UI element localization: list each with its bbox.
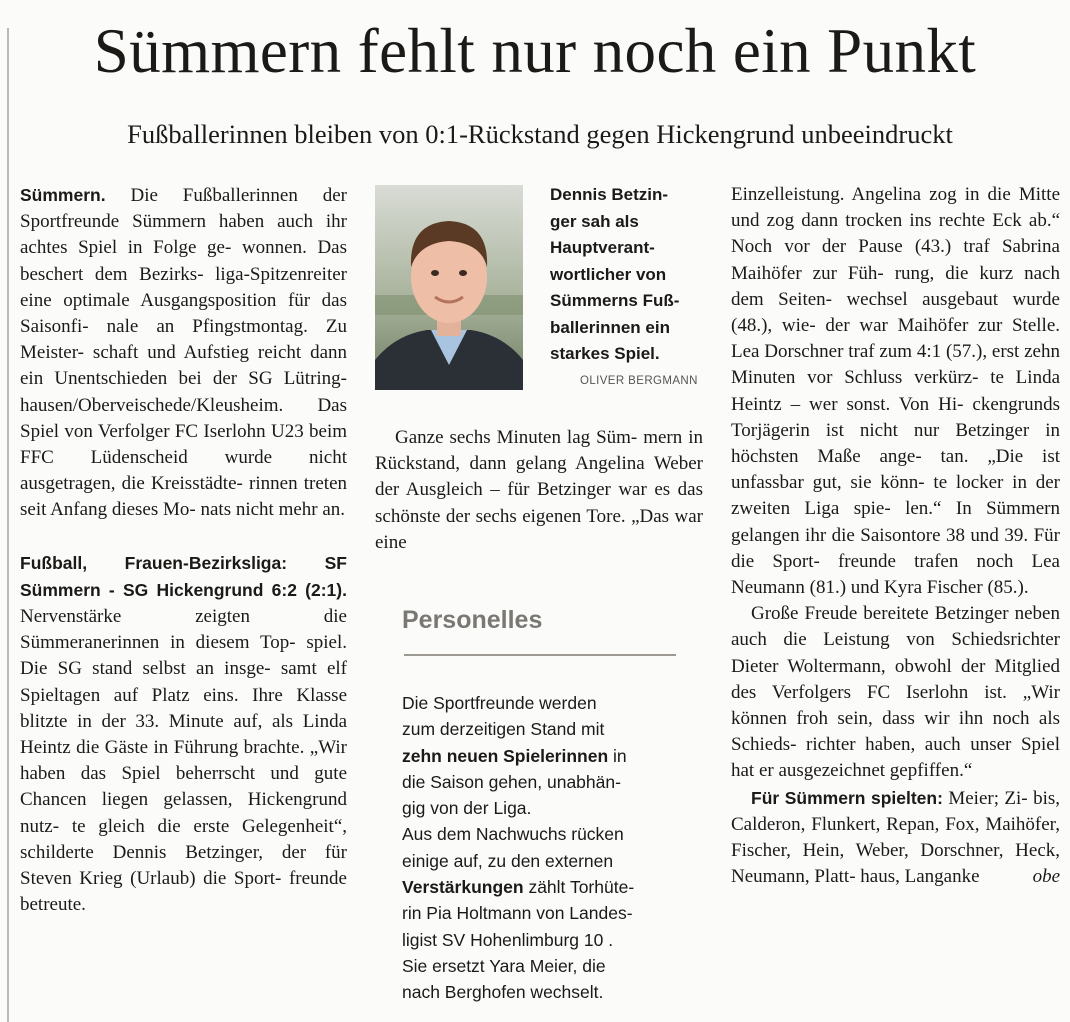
sidebar-box-content: Die Sportfreunde werden zum derzeitigen Stand mit zehn neuen Spielerinnen in die Saison gehen, unabhän- gig von der Liga. Aus dem Nachwuchs rücken einige auf, zu den externen Verstärkungen zählt Torhüte- rin Pia Holtmann von Landes- ligist SV Hohenlimburg 10 . Sie ersetzt Yara Meier, die nach Berghofen wechselt.: [402, 693, 635, 1003]
lineup-label: Für Sümmern spielten:: [751, 787, 943, 808]
author-initials: obe: [1032, 866, 1060, 888]
highlight-text: Verstärkungen: [402, 877, 524, 898]
referee-paragraph: Große Freude bereitete Betzinger neben auch die Leistung von Schiedsrichter Dieter Woltermann, obwohl der Mitglied des Verfolgers FC Iserlohn ist. „Wir können froh sein, dass wir ihn noch als Schieds- richter haben, auch unser Spiel hat er ausgezeichnet gepfiffen.“: [731, 603, 1061, 782]
dateline: Sümmern.: [20, 185, 106, 205]
portrait-photo: [375, 185, 523, 390]
photo-credit: OLIVER BERGMANN: [580, 375, 698, 387]
sidebar-box-title: Personelles: [402, 606, 543, 634]
intro-paragraph: Sümmern. Die Fußballerinnen der Sportfreunde Sümmern haben auch ihr achtes Spiel in Folge ge- wonnen. Das beschert dem Bezirks- liga-Spitzenreiter eine optimale Ausgangsposition für das Saisonfi- nale an Pfingstmontag. Zu Meister- schaft und Aufstieg reicht dann ein Unentschieden bei der SG Lütring- hausen/Oberveischede/Kleusheim. Das Spiel von Verfolger FC Iserlohn U23 beim FFC Lüdenscheid wurde nicht ausgetragen, die Kreisstädte- rinnen treten seit Anfang dieses Mo- nats nicht mehr an.: [20, 185, 348, 521]
headline: Sümmern fehlt nur noch ein Punkt: [93, 16, 977, 86]
article-column-1: [20, 182, 347, 918]
column-rule: [7, 28, 9, 1022]
article-column-2: [375, 425, 703, 556]
highlight-text: zehn neuen Spielerinnen: [402, 745, 609, 766]
photo-caption: Dennis Betzin- ger sah als Hauptverant- wortlicher von Sümmerns Fuß- ballerinnen ein starkes Spiel.: [550, 185, 680, 363]
portrait-illustration: [375, 185, 523, 390]
lineup-paragraph: Für Sümmern spielten: Meier; Zi- bis, Calderon, Flunkert, Repan, Fox, Maihöfer, Fischer, Hein, Weber, Dorschner, Heck, Neumann, Platt- haus, Langanke obe: [731, 785, 1060, 891]
continuation-paragraph: Einzelleistung. Angelina zog in die Mitte und zog dann trocken ins rechte Eck ab.“ Noch vor der Pause (43.) traf Sabrina Maihöfer zur Füh- rung, die kurz nach dem Seiten- wechsel ausgebaut wurde (48.), wie- der war Maihöfer zur Stelle. Lea Dorschner traf zum 4:1 (57.), erst zehn Minuten vor Schluss verkürz- te Linda Heintz – wer sonst. Von Hi- ckengrunds Torjägerin ist nicht nur Betzinger in höchsten Maße ange- tan. „Die ist unfassbar gut, sie könn- te locker in der zweiten Liga spie- len.“ In Sümmern gelangen ihr die Saisontore 38 und 39. Für die Sport- freunde trafen noch Lea Neumann (81.) und Kyra Fischer (85.).: [731, 184, 1061, 599]
match-result-heading: Fußball, Frauen-Bezirksliga: SF Sümmern - SG Hickengrund 6:2 (2:1).: [20, 552, 347, 600]
subheadline: Fußballerinnen bleiben von 0:1-Rückstand gegen Hickengrund unbeeindruckt: [127, 119, 953, 149]
continuation-paragraph: Ganze sechs Minuten lag Süm- mern in Rückstand, dann gelang Angelina Weber der Ausgleich – für Betzinger war es das schönste der sechs eigenen Tore. „Das war eine: [375, 427, 704, 553]
article-column-3: [731, 182, 1060, 890]
match-report-paragraph: Fußball, Frauen-Bezirksliga: SF Sümmern - SG Hickengrund 6:2 (2:1). Nervenstärke zeigten die Sümmeranerinnen in diesem Top- spiel. Die SG stand selbst an insge- samt elf Spieltagen auf Platz eins. Ihre Klasse blitzte in der 33. Minute auf, als Linda Heintz die Gäste in Führung brachte. „Wir haben das Spiel beherrscht und gute Chancen liegen gelassen, Hickengrund nutz- te gleich die erste Gelegenheit“, schilderte Dennis Betzinger, der für Steven Krieg (Urlaub) die Sport- freunde betreute.: [20, 552, 348, 916]
sidebar-box-divider: [404, 654, 676, 656]
